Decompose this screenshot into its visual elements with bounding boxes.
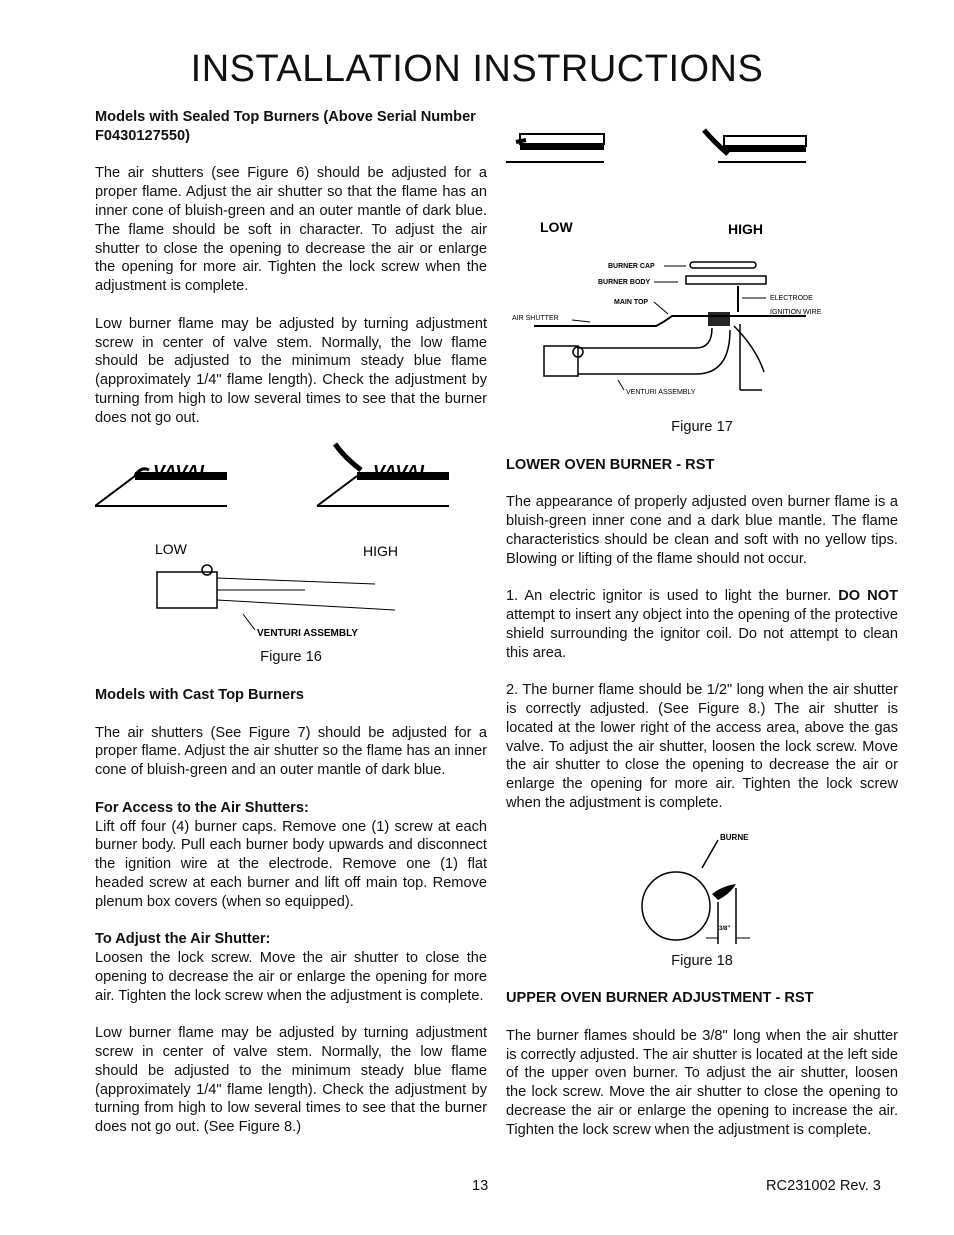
fig17-low-label: LOW — [540, 219, 573, 235]
access-heading: For Access to the Air Shutters: — [95, 799, 309, 816]
fig17-ignition-wire-label: IGNITION WIRE — [770, 309, 822, 316]
fig17-low-burner — [506, 134, 604, 162]
lower-oven-paragraph-3: 2. The burner flame should be 1/2" long when the air shutter is correctly adjusted. (See Figure 8.) The air shutter is located at the lower right of the access area, above the gas valve. To adjust the air shutter, loosen the lock screw. Move the air shutter to close the opening to decrease the air or enlarge the opening for more air. Tighten the lock screw when the adjustment is complete. — [506, 682, 898, 811]
do-not-emphasis: DO NOT — [838, 588, 898, 605]
page-title: INSTALLATION INSTRUCTIONS — [190, 48, 764, 90]
lower-oven-paragraph-2: 1. An electric ignitor is used to light the burner. DO NOT attempt to insert any object into the opening of the protective shield surrounding the ignitor coil. Do not attempt to clean this area. — [506, 588, 898, 661]
low-burner-illustration — [95, 462, 227, 506]
fig17-burner-body-label: BURNER BODY — [598, 279, 651, 286]
svg-text:VAVAI: VAVAI — [373, 462, 425, 483]
adjust-paragraph: Loosen the lock screw. Move the air shutter to close the opening to decrease the air or enlarge the opening for more air. Tighten the lock screw when the adjustment is complete. — [95, 950, 487, 1004]
svg-text:VAVAI: VAVAI — [153, 462, 205, 483]
lower-oven-heading: LOWER OVEN BURNER - RST — [506, 456, 715, 473]
lower-oven-paragraph-1: The appearance of properly adjusted oven burner flame is a bluish-green inner cone and a dark blue mantle. The flame characteristics should be clean and soft with no yellow tips. Blowing or lifting of the flame should not occur. — [506, 494, 898, 567]
low-flame-paragraph: Low burner flame may be adjusted by turning adjustment screw in center of valve stem. Normally, the low flame should be adjusted to the minimum steady blue flame (approximately 1/4" flame length). Check the adjustment by turning from high to low several times to see that the burner does not go out. (See Figure 8.) — [95, 1025, 487, 1136]
adjust-heading: To Adjust the Air Shutter: — [95, 931, 271, 948]
fig16-venturi-label: VENTURI ASSEMBLY — [257, 628, 358, 640]
figure-18 — [506, 826, 898, 950]
fig18-dimension-label: 3/8" — [719, 925, 731, 932]
fig16-high-label: HIGH — [363, 543, 398, 560]
left-column — [95, 108, 487, 1156]
page-number: 13 — [472, 1178, 489, 1194]
figure-16-caption: Figure 16 — [260, 649, 322, 666]
figure-17 — [506, 108, 898, 408]
venturi-illustration — [157, 565, 395, 630]
fig17-burner-cap-label: BURNER CAP — [608, 263, 655, 270]
sealed-heading: Models with Sealed Top Burners (Above Serial Number F0430127550) — [95, 109, 476, 144]
figure-18-drawing — [506, 826, 898, 950]
cast-paragraph: The air shutters (See Figure 7) should be adjusted for a proper flame. Adjust the air shutter so the flame has an inner cone of bluish-green and an outer mantle of dark blue. — [95, 724, 487, 779]
figure-16-drawing — [95, 442, 487, 652]
upper-oven-heading: UPPER OVEN BURNER ADJUSTMENT - RST — [506, 990, 814, 1007]
fig17-air-shutter-label: AIR SHUTTER — [512, 315, 559, 322]
fig17-high-label: HIGH — [728, 221, 763, 237]
access-paragraph: Lift off four (4) burner caps. Remove one (1) screw at each burner body. Pull each burner body upwards and disconnect the ignition wire at the electrode. Remove one (1) flat headed screw at each burner and lift off main top. Remove plenum box covers (when so equipped). — [95, 818, 487, 910]
sealed-paragraph-1: The air shutters (see Figure 6) should be adjusted for a proper flame. Adjust the air shutter so that the flame has an inner cone of bluish-green and an outer mantle of dark blue. The flame should be soft in character. To adjust the air shutter to close the opening to decrease the air or enlarge the opening for more air. Tighten the lock screw when the adjustment is complete. — [95, 165, 487, 295]
fig17-high-burner — [704, 130, 806, 162]
high-burner-illustration — [317, 444, 449, 506]
figure-16 — [95, 442, 487, 652]
fig17-electrode-label: ELECTRODE — [770, 295, 813, 302]
figure-17-drawing — [506, 108, 898, 408]
cast-heading: Models with Cast Top Burners — [95, 686, 304, 703]
fig18-burner-label: BURNE — [720, 832, 749, 842]
fig16-low-label: LOW — [155, 541, 187, 558]
fig17-venturi-label: VENTURI ASSEMBLY — [626, 389, 696, 396]
document-number: RC231002 Rev. 3 — [766, 1178, 881, 1194]
right-column — [506, 108, 898, 1158]
figure-17-caption: Figure 17 — [671, 419, 733, 435]
upper-oven-paragraph: The burner flames should be 3/8" long when the air shutter is correctly adjusted. The air shutter is located at the left side of the upper oven burner. To adjust the air shutter, loosen the lock screw. Move the air shutter to close the opening to decrease the air or enlarge the opening to increase the air. Tighten the lock screw when the adjustment is complete. — [506, 1027, 898, 1138]
sealed-paragraph-2: Low burner flame may be adjusted by turning adjustment screw in center of valve stem. Normally, the low flame should be adjusted to the minimum steady blue flame (approximately 1/4" flame length). Check the adjustment by turning from high to low several times to see that the burner does not go out. — [95, 315, 487, 426]
fig17-main-top-label: MAIN TOP — [614, 299, 649, 306]
figure-18-caption: Figure 18 — [671, 952, 733, 969]
